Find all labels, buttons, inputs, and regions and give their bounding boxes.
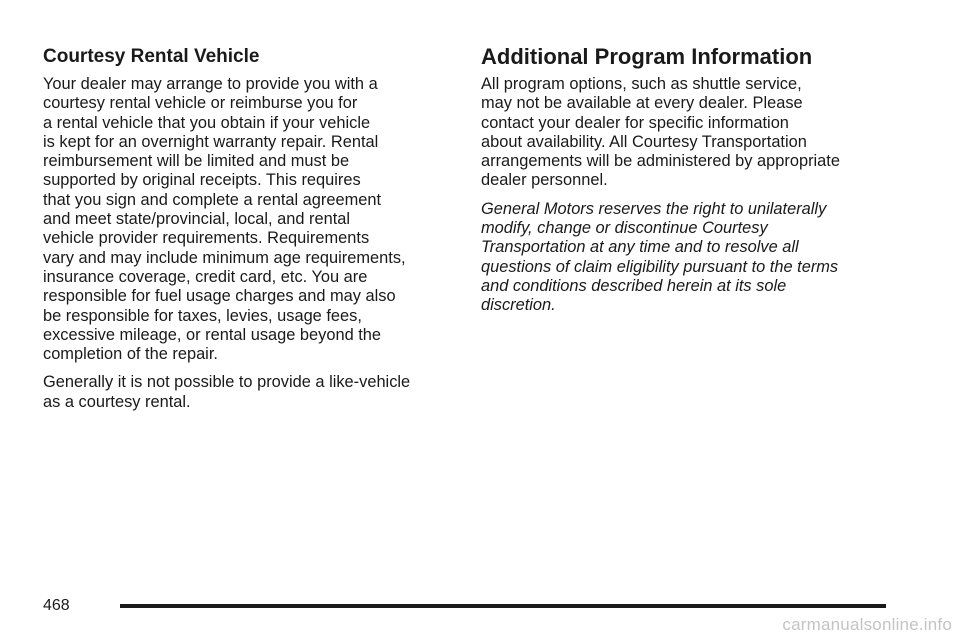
paragraph-disclaimer: General Motors reserves the right to unilaterally modify, change or discontinue Courtesy Transportation at any time and to resolve all questions of claim eligibility pursuant to the terms and conditions described herein at its sole discretion.	[481, 199, 839, 315]
footer-divider	[120, 604, 886, 608]
paragraph-like-vehicle: Generally it is not possible to provide a like-vehicle as a courtesy rental.	[43, 373, 411, 411]
paragraph-program-options: All program options, such as shuttle service, may not be available at every dealer. Please contact your dealer for specific information about availability. All Courtesy Transportation arrangements will be administered by appropriate dealer personnel.	[481, 75, 840, 190]
left-column	[43, 44, 453, 421]
paragraph-rental-details: Your dealer may arrange to provide you with a courtesy rental vehicle or reimburse you for a rental vehicle that you obtain if your vehicle is kept for an overnight warranty repair. Rental reimbursement will be limited and must be supported by original receipts. This requires that you sign and complete a rental agreement and meet state/provincial, local, and rental vehicle provider requirements. Requirements vary and may include minimum age requirements, insurance coverage, credit card, etc. You are responsible for fuel usage charges and may also be responsible for taxes, levies, usage fees, excessive mileage, or rental usage beyond the completion of the repair.	[43, 75, 406, 364]
watermark-text: carmanualsonline.info	[782, 615, 952, 634]
right-column	[481, 44, 901, 325]
section-heading-additional-info: Additional Program Information	[481, 44, 813, 69]
section-heading-courtesy-rental: Courtesy Rental Vehicle	[43, 46, 260, 67]
page-number: 468	[43, 597, 70, 614]
